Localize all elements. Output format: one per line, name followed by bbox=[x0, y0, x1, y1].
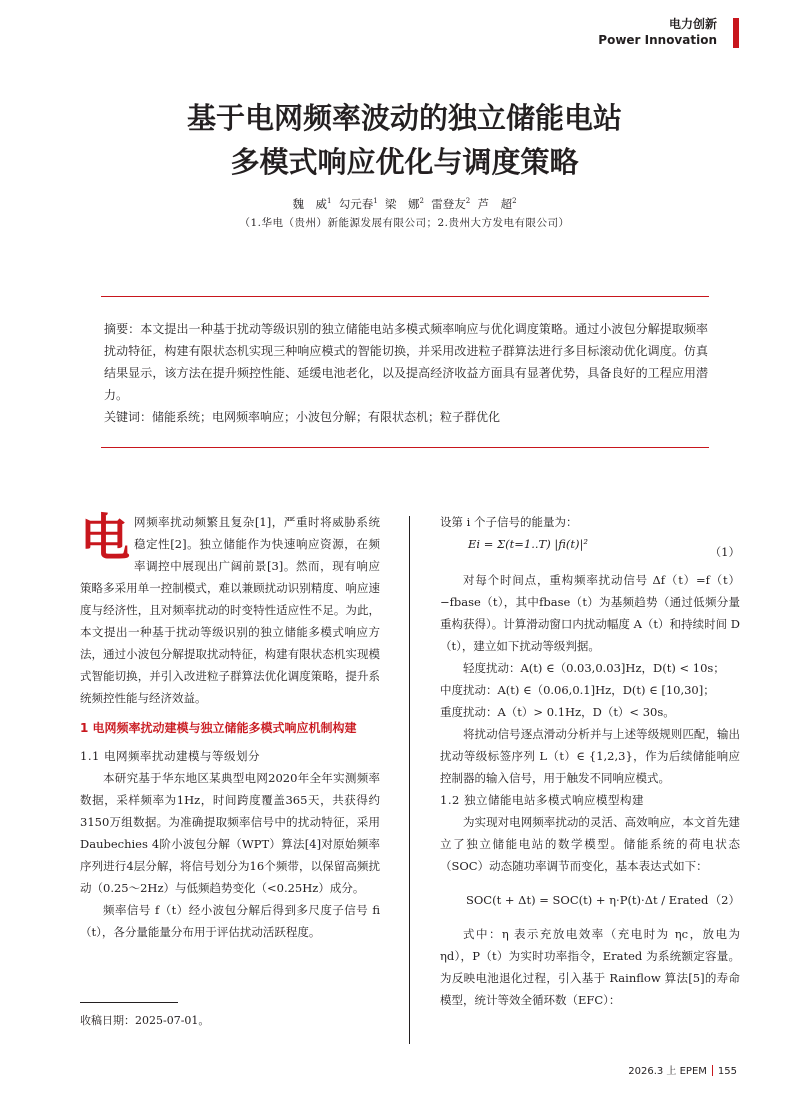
equation-2 bbox=[440, 877, 740, 923]
criterion-heavy: 重度扰动：A（t）> 0.1Hz，D（t）< 30s。 bbox=[440, 705, 675, 719]
paper-title bbox=[0, 96, 809, 184]
footer-separator bbox=[712, 1065, 713, 1076]
author-2: 勾元春$^1$ bbox=[338, 197, 378, 211]
received-date: 收稿日期：2025-07-01。 bbox=[80, 1014, 210, 1027]
journal-name-cn: 电力创新 bbox=[668, 17, 717, 31]
keywords: 关键词：储能系统；电网频率响应；小波包分解；有限状态机；粒子群优化 bbox=[104, 410, 501, 424]
journal-accent-bar bbox=[733, 18, 739, 48]
criterion-light: 轻度扰动：A(t) ∈（0.03,0.03]Hz，D(t) < 10s； bbox=[463, 661, 725, 675]
subsection-heading-1-2: 1.2 独立储能电站多模式响应模型构建 bbox=[440, 793, 644, 807]
abstract-top-rule bbox=[101, 296, 709, 297]
column-divider bbox=[409, 516, 410, 1044]
left-column bbox=[80, 511, 380, 943]
author-list bbox=[0, 196, 809, 212]
issue-label: 2026.3 上 EPEM bbox=[628, 1066, 707, 1077]
author-1: 魏 威$^1$ bbox=[292, 197, 332, 211]
right-column bbox=[440, 511, 740, 1011]
body-paragraph: 式中：η 表示充放电效率（充电时为 ηc，放电为 ηd），P（t）为实时功率指令，Erated 为系统额定容量。为反映电池退化过程，引入基于 Rainflow 算法[5]的寿命模型，统计等效全循环数（EFC）： bbox=[440, 927, 740, 1007]
author-5: 芦 超$^2$ bbox=[477, 197, 517, 211]
journal-brand bbox=[598, 16, 717, 48]
body-paragraph: 对每个时间点，重构频率扰动信号 Δf（t）=f（t）−fbase（t），其中fbase（t）为基频趋势（通过低频分量重构获得）。计算滑动窗口内扰动幅度 A（t）和持续时间 D（t），建立如下扰动等级判据。 bbox=[440, 573, 740, 653]
author-4: 雷登友$^2$ bbox=[431, 197, 471, 211]
body-paragraph: 本研究基于华东地区某典型电网2020年全年实测频率数据，采样频率为1Hz，时间跨度覆盖365天，共获得约3150万组数据。为准确提取频率信号中的扰动特征，采用Daubechies 4阶小波包分解（WPT）算法[4]对原始频率序列进行4层分解，将信号划分为16个频带，以保留高频扰动（0.25～2Hz）与低频趋势变化（<0.25Hz）成分。 bbox=[80, 771, 380, 895]
abstract-bottom-rule bbox=[101, 447, 709, 448]
title-line-1: 基于电网频率波动的独立储能电站 bbox=[186, 101, 622, 135]
journal-name-en: Power Innovation bbox=[598, 33, 717, 47]
equation-2-body: SOC(t + Δt) = SOC(t) + η·P(t)·Δt / Erated bbox=[466, 893, 709, 907]
body-paragraph: 将扰动信号逐点滑动分析并与上述等级规则匹配，输出扰动等级标签序列 L（t）∈ {1,2,3}，作为后续储能响应控制器的输入信号，用于触发不同响应模式。 bbox=[440, 727, 740, 785]
criterion-medium: 中度扰动：A(t) ∈（0.06,0.1]Hz，D(t) ∈ [10,30]； bbox=[440, 683, 715, 697]
body-paragraph: 频率信号 f（t）经小波包分解后得到多尺度子信号 fi（t），各分量能量分布用于评估扰动活跃程度。 bbox=[80, 903, 380, 939]
affiliations: （1.华电（贵州）新能源发展有限公司；2.贵州大方发电有限公司） bbox=[239, 217, 570, 229]
equation-1-number: （1） bbox=[709, 545, 740, 559]
section-heading-1: 1 电网频率扰动建模与独立储能多模式响应机制构建 bbox=[80, 721, 357, 735]
drop-cap: 电 bbox=[80, 509, 130, 567]
intro-paragraph: 网频率扰动频繁且复杂[1]，严重时将威胁系统稳定性[2]。独立储能作为快速响应资源，在频率调控中展现出广阔前景[3]。然而，现有响应策略多采用单一控制模式，难以兼顾扰动识别精度、响应速度与经济性，且对频率扰动的时变特性适应性不足。为此，本文提出一种基于扰动等级识别的独立储能多模式响应方法，通过小波包分解提取扰动特征，构建有限状态机实现模式智能切换，并引入改进粒子群算法优化调度策略，提升系统频控性能与经济效益。 bbox=[80, 515, 380, 705]
page-number: 155 bbox=[717, 1066, 737, 1077]
equation-2-number: （2） bbox=[709, 893, 740, 907]
body-paragraph: 为实现对电网频率扰动的灵活、高效响应，本文首先建立了独立储能电站的数学模型。储能系统的荷电状态（SOC）动态随功率调节而变化，基本表达式如下： bbox=[440, 815, 740, 873]
abstract: 摘要：本文提出一种基于扰动等级识别的独立储能电站多模式频率响应与优化调度策略。通过小波包分解提取频率扰动特征，构建有限状态机实现三种响应模式的智能切换，并采用改进粒子群算法进行多目标滚动优化调度。仿真结果显示，该方法在提升频控性能、延缓电池老化，以及提高经济收益方面具有显著优势，具备良好的工程应用潜力。 bbox=[104, 322, 708, 402]
author-3: 梁 娜$^2$ bbox=[385, 197, 424, 211]
title-line-2: 多模式响应优化与调度策略 bbox=[230, 145, 579, 179]
body-paragraph: 设第 i 个子信号的能量为： bbox=[440, 515, 578, 529]
equation-1-body: Ei = Σ(t=1..T) |fi(t)|² bbox=[468, 537, 588, 551]
subsection-heading-1-1: 1.1 电网频率扰动建模与等级划分 bbox=[80, 749, 260, 763]
footnote-rule bbox=[80, 1002, 178, 1003]
page-footer bbox=[628, 1062, 737, 1077]
equation-1 bbox=[440, 533, 740, 569]
